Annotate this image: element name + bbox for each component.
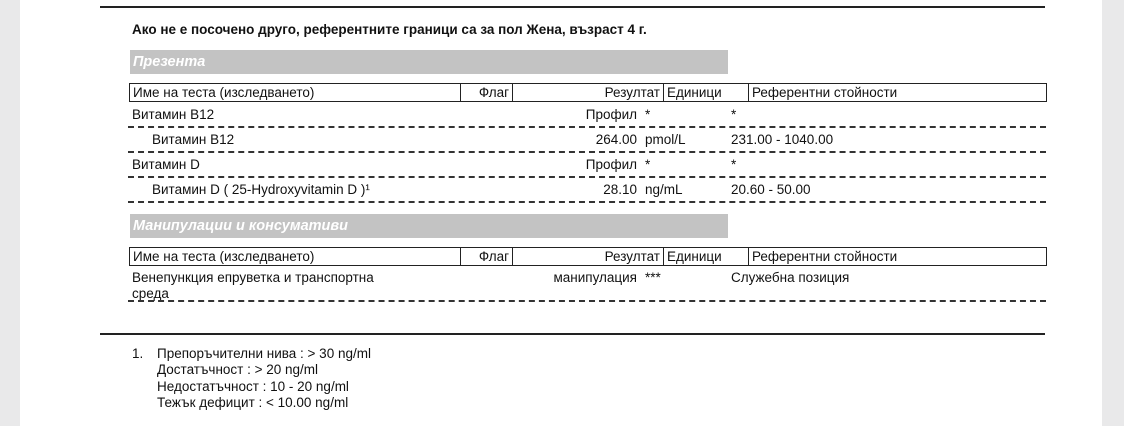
table-row-name-continued: среда [132,286,169,301]
table-row-result: Профил [585,107,637,122]
table-header [129,247,1047,266]
table-row-name: Витамин D [132,157,200,172]
col-reference-header: Референтни стойности [752,85,898,100]
row-divider [128,176,1046,178]
col-flag-header: Флаг [461,84,513,101]
table-row-name: Витамин D ( 25-Hydroxyvitamin D )¹ [152,182,370,197]
footnote-line: Достатъчност : > 20 ng/ml [157,362,319,377]
table-row-units: pmol/L [645,132,686,147]
footnote-line: Недостатъчност : 10 - 20 ng/ml [157,379,349,394]
footnote-line: Тежък дефицит : < 10.00 ng/ml [157,395,349,410]
table-row-reference: 231.00 - 1040.00 [731,132,834,147]
reference-note: Ако не е посочено друго, референтните граници са за пол Жена, възраст 4 г. [132,22,647,37]
col-units-header: Единици [664,84,749,101]
table-row-result: 28.10 [603,182,637,197]
table-row-name: Венепункция епруветка и транспортна [132,270,374,285]
table-row-result: 264.00 [595,132,637,147]
row-divider [128,126,1046,128]
table-row-reference: 20.60 - 50.00 [731,182,811,197]
col-name-header: Име на теста (изследването) [130,84,461,101]
table-row-reference: * [731,107,737,122]
table-row-units: *** [645,270,661,285]
top-rule [100,6,1045,8]
table-row-result: Профил [585,157,637,172]
table-row-name: Витамин В12 [152,132,235,147]
table-row-reference: Служебна позиция [731,270,850,285]
table-row-result: манипулация [553,270,637,285]
footnote-number: 1. [132,346,144,361]
row-divider [128,151,1046,153]
table-row-name: Витамин В12 [132,107,215,122]
section-header-manipulations: Манипулации и консумативи [130,214,728,238]
section-header-presenta: Презента [130,50,728,74]
row-divider [128,201,1046,203]
footer-rule [100,333,1045,335]
col-result-header: Резултат [513,84,664,101]
footnote-line: Препоръчителни нива : > 30 ng/ml [157,346,371,361]
table-header [129,83,1047,102]
report-page [20,0,1102,426]
table-row-units: ng/mL [645,182,683,197]
table-row-units: * [645,157,651,172]
table-row-units: * [645,107,651,122]
col-units-header: Единици [664,248,749,265]
table-row-reference: * [731,157,737,172]
col-flag-header: Флаг [461,248,513,265]
row-divider [128,300,1046,302]
col-result-header: Резултат [513,248,664,265]
col-name-header: Име на теста (изследването) [130,248,461,265]
col-reference-header: Референтни стойности [752,249,898,264]
